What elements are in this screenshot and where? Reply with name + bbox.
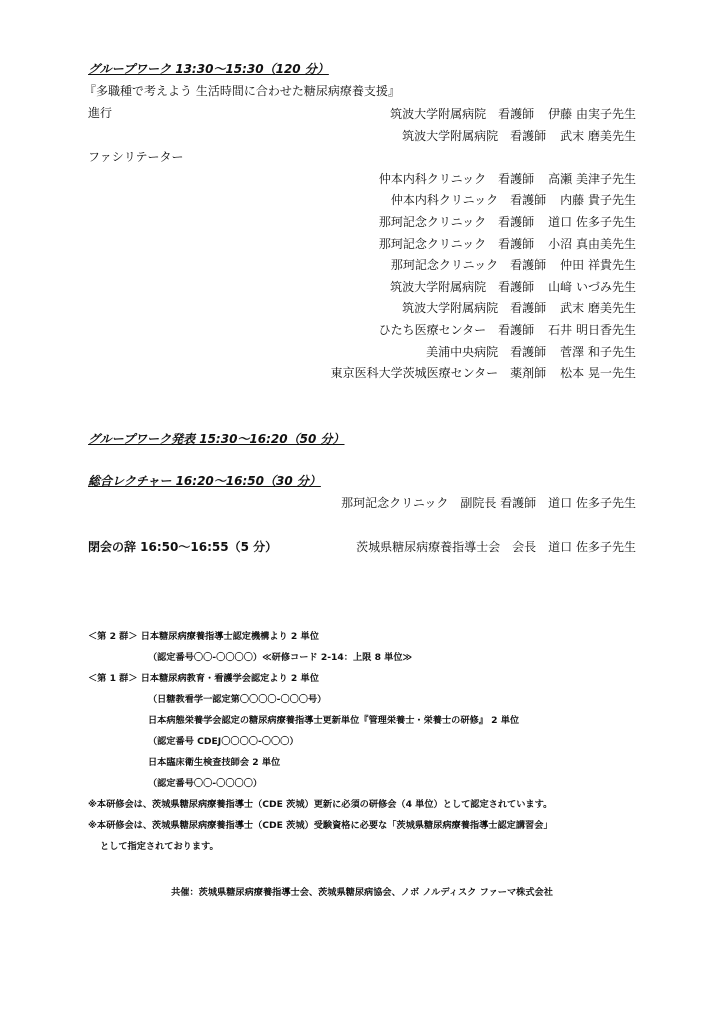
person-name: 内藤 貴子先生 — [560, 193, 636, 208]
facilitator-row — [216, 342, 636, 364]
closing-speaker — [356, 538, 636, 555]
role: 看護師 — [498, 236, 535, 251]
person-name: 高瀬 美津子先生 — [548, 171, 636, 186]
person-name: 道口 佐多子先生 — [548, 496, 636, 510]
group-work-theme: 『多職種で考えよう 生活時間に合わせた糖尿病療養支援』 — [84, 84, 400, 98]
facilitator-row — [216, 255, 636, 277]
role: 薬剤師 — [510, 366, 547, 381]
facilitator-label: ファシリテーター — [88, 150, 184, 164]
person-name: 伊藤 由実子先生 — [548, 107, 636, 121]
org: ひたち医療センター — [378, 322, 487, 337]
person-name: 道口 佐多子先生 — [548, 214, 636, 229]
note-line: （認定番号〇〇-〇〇〇〇）≪研修コード 2-14：上限 8 単位≫ — [148, 652, 413, 663]
person-name: 山﨑 いづみ先生 — [548, 279, 636, 294]
role: 看護師 — [498, 279, 535, 294]
facilitator-row — [216, 363, 636, 385]
person-name: 仲田 祥貴先生 — [560, 258, 636, 273]
facilitator-row — [216, 277, 636, 299]
remark-line: ※本研修会は、茨城県糖尿病療養指導士（CDE 茨城）更新に必須の研修会（4 単位）として認定されています。 — [88, 799, 553, 810]
org: 東京医科大学茨城医療センター — [330, 366, 499, 381]
role: 看護師 — [510, 344, 547, 359]
moderator-row — [216, 126, 636, 148]
role: 副院長 看護師 — [460, 496, 537, 510]
lecture-heading: 総合レクチャー 16:20～16:50（30 分） — [88, 474, 321, 488]
role: 看護師 — [510, 128, 547, 143]
facilitator-row — [216, 190, 636, 212]
org: 那珂記念クリニック — [341, 496, 449, 510]
note-line: （認定番号 CDEJ〇〇〇〇-〇〇〇） — [148, 736, 299, 747]
org: 仲本内科クリニック — [390, 193, 499, 208]
role: 看護師 — [498, 322, 535, 337]
org: 筑波大学附属病院 — [390, 279, 487, 294]
remark-line: として指定されております。 — [100, 841, 219, 852]
note-line: 日本臨床衛生検査技師会 2 単位 — [148, 757, 281, 768]
facilitator-row — [216, 212, 636, 234]
org: 那珂記念クリニック — [378, 214, 487, 229]
facilitator-row — [216, 169, 636, 191]
facilitator-row — [216, 298, 636, 320]
note-line: （認定番号〇〇-〇〇〇〇） — [148, 778, 263, 789]
moderator-row — [216, 104, 636, 126]
presentation-heading: グループワーク発表 15:30～16:20（50 分） — [88, 432, 345, 446]
org: 美浦中央病院 — [426, 344, 499, 359]
person-name: 松本 晃一先生 — [560, 366, 636, 381]
person-name: 石井 明日香先生 — [548, 322, 636, 337]
credit-notes — [88, 626, 668, 857]
note-line: ＜第 1 群＞ 日本糖尿病教育・看護学会認定より 2 単位 — [88, 673, 319, 684]
facilitator-row — [216, 320, 636, 342]
person-name: 菅澤 和子先生 — [560, 344, 636, 359]
role: 会長 — [512, 540, 537, 554]
sponsor-line: 共催：茨城県糖尿病療養指導士会、茨城県糖尿病協会、ノボ ノルディスク ファーマ株式会社 — [171, 887, 553, 898]
role: 看護師 — [498, 107, 535, 121]
note-line: （日糖教看学一認定第〇〇〇〇-〇〇〇号） — [148, 694, 327, 705]
staff-list — [216, 104, 636, 385]
org: 筑波大学附属病院 — [402, 128, 499, 143]
role: 看護師 — [498, 171, 535, 186]
note-line: 日本病態栄養学会認定の糖尿病療養指導士更新単位『管理栄養士・栄養士の研修』 2 単位 — [148, 715, 520, 726]
person-name: 武末 磨美先生 — [560, 301, 636, 316]
role: 看護師 — [510, 258, 547, 273]
lecture-speaker — [341, 494, 636, 511]
org: 仲本内科クリニック — [378, 171, 487, 186]
role: 看護師 — [498, 214, 535, 229]
org: 那珂記念クリニック — [390, 258, 499, 273]
remark-line: ※本研修会は、茨城県糖尿病療養指導士（CDE 茨城）受験資格に必要な「茨城県糖尿病療養指導士認定講習会」 — [88, 820, 553, 831]
org: 筑波大学附属病院 — [390, 107, 487, 121]
org: 那珂記念クリニック — [378, 236, 487, 251]
org: 茨城県糖尿病療養指導士会 — [356, 540, 501, 554]
person-name: 武末 磨美先生 — [560, 128, 636, 143]
role: 看護師 — [510, 301, 547, 316]
person-name: 小沼 真由美先生 — [548, 236, 636, 251]
facilitator-row — [216, 234, 636, 256]
role: 看護師 — [510, 193, 547, 208]
person-name: 道口 佐多子先生 — [548, 540, 636, 554]
spacer-row — [216, 147, 636, 169]
closing-label: 閉会の辞 16:50～16:55（5 分） — [88, 540, 278, 554]
moderator-label: 進行 — [88, 106, 113, 120]
note-line: ＜第 2 群＞ 日本糖尿病療養指導士認定機構より 2 単位 — [88, 631, 319, 642]
group-work-heading: グループワーク 13:30～15:30（120 分） — [88, 62, 329, 76]
org: 筑波大学附属病院 — [402, 301, 499, 316]
